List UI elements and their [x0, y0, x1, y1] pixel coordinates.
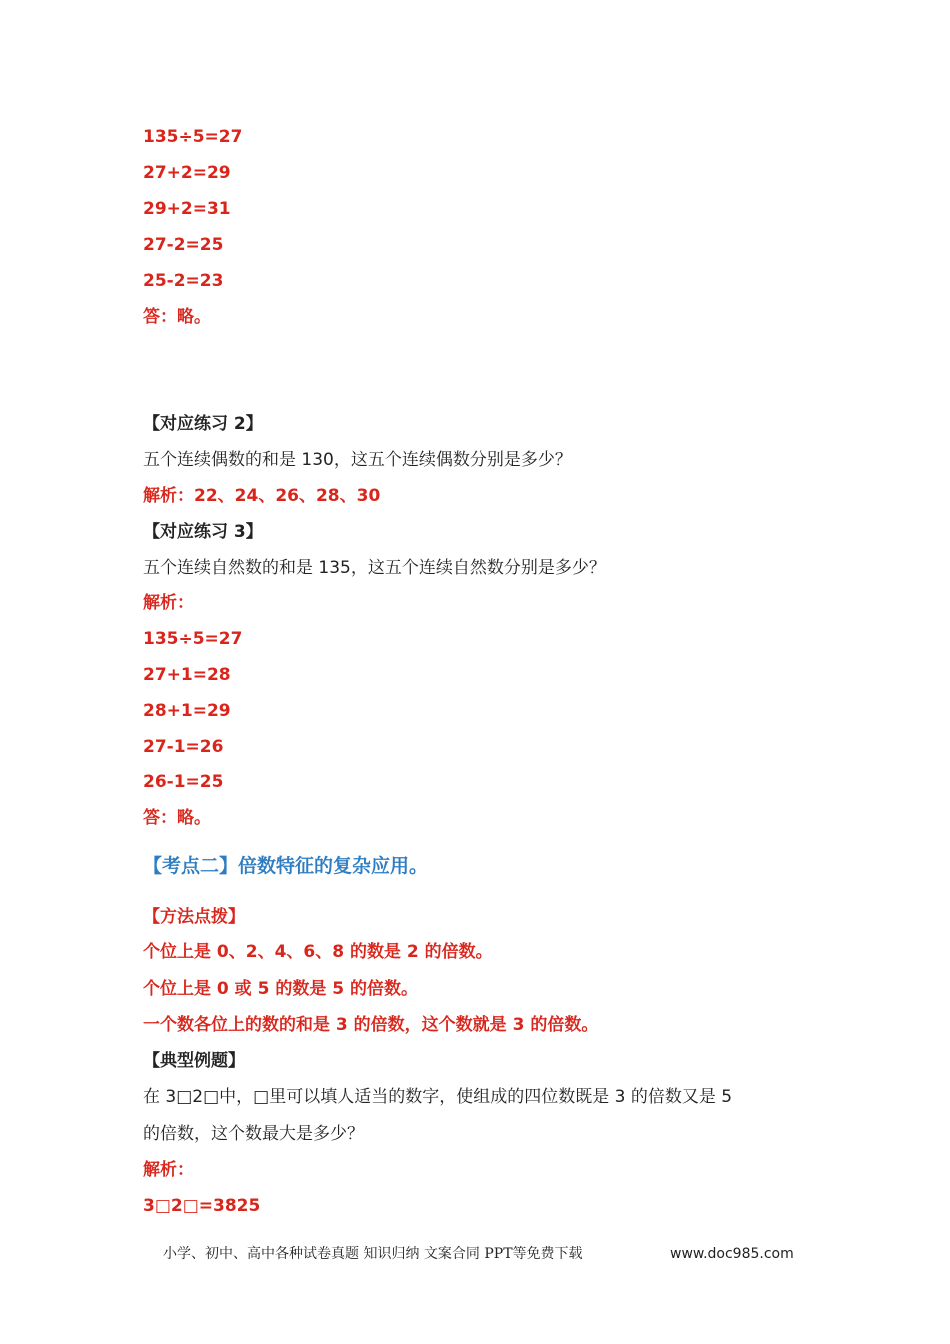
example-question-line2: 的倍数，这个数最大是多少？ — [143, 1124, 364, 1144]
solution-step: 27-1=26 — [143, 737, 224, 757]
practice3-analysis-label: 解析： — [143, 593, 194, 613]
example-title: 【典型例题】 — [143, 1051, 245, 1071]
solution-step: 135÷5=27 — [143, 629, 243, 649]
solution-step: 27+1=28 — [143, 665, 231, 685]
method-line: 一个数各位上的数的和是 3 的倍数，这个数就是 3 的倍数。 — [143, 1015, 599, 1035]
solution-step: 135÷5=27 — [143, 127, 243, 147]
practice3-answer: 答：略。 — [143, 808, 211, 828]
example-analysis-label: 解析： — [143, 1160, 194, 1180]
solution-step: 3□2□=3825 — [143, 1196, 261, 1216]
solution-step: 25-2=23 — [143, 271, 224, 291]
solution-step: 28+1=29 — [143, 701, 231, 721]
solution-step: 27+2=29 — [143, 163, 231, 183]
practice2-title: 【对应练习 2】 — [143, 414, 263, 434]
footer-text: 小学、初中、高中各种试卷真题 知识归纳 文案合同 PPT等免费下载 — [163, 1246, 583, 1262]
solution-step: 26-1=25 — [143, 772, 224, 792]
method-line: 个位上是 0、2、4、6、8 的数是 2 的倍数。 — [143, 942, 493, 962]
solution-answer: 答：略。 — [143, 307, 211, 327]
practice2-analysis: 解析：22、24、26、28、30 — [143, 486, 381, 506]
page-footer — [163, 1244, 794, 1264]
solution-step: 29+2=31 — [143, 199, 231, 219]
method-title: 【方法点拨】 — [143, 907, 245, 927]
section-heading: 【考点二】倍数特征的复杂应用。 — [143, 855, 429, 877]
solution-step: 27-2=25 — [143, 235, 224, 255]
practice2-question: 五个连续偶数的和是 130，这五个连续偶数分别是多少？ — [143, 450, 572, 470]
practice3-question: 五个连续自然数的和是 135，这五个连续自然数分别是多少？ — [143, 558, 606, 578]
method-line: 个位上是 0 或 5 的数是 5 的倍数。 — [143, 979, 418, 999]
practice3-title: 【对应练习 3】 — [143, 522, 263, 542]
footer-url-link[interactable]: www.doc985.com — [670, 1246, 794, 1262]
example-question-line1: 在 3□2□中，□里可以填人适当的数字，使组成的四位数既是 3 的倍数又是 5 — [143, 1087, 733, 1107]
